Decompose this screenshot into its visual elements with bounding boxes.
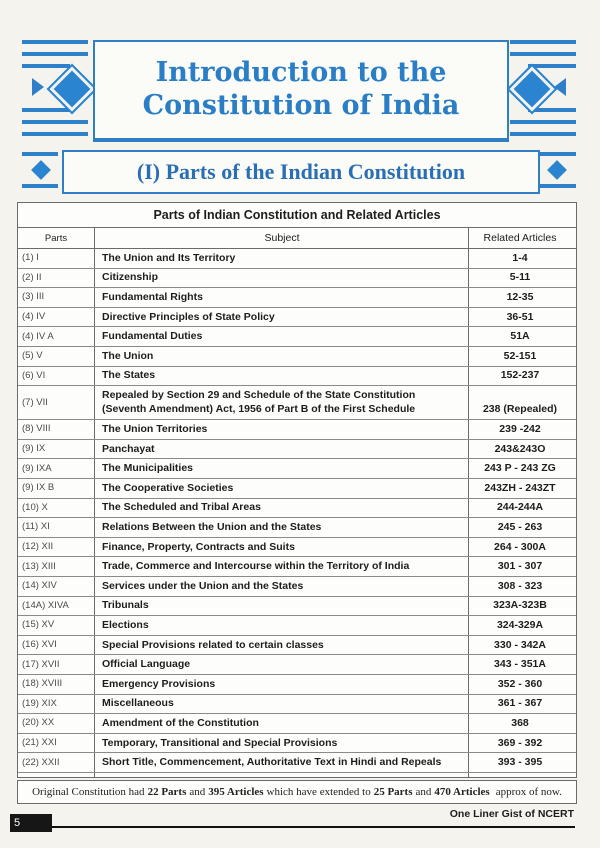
cell-part: (9) IXA bbox=[22, 462, 52, 474]
cell-part: (17) XVII bbox=[22, 658, 60, 670]
cell-subject: Fundamental Rights bbox=[102, 290, 203, 303]
cell-subject: The States bbox=[102, 369, 156, 382]
cell-part: (12) XII bbox=[22, 541, 54, 553]
cell-part: (9) IX B bbox=[22, 482, 55, 494]
table-row bbox=[18, 576, 576, 597]
cell-part: (1) I bbox=[22, 252, 39, 264]
table-row bbox=[18, 713, 576, 734]
cell-subject: The Union bbox=[102, 349, 154, 362]
cell-articles: 308 - 323 bbox=[497, 579, 543, 592]
cell-subject: Amendment of the Constitution bbox=[102, 716, 259, 729]
header-articles: Related Articles bbox=[483, 232, 557, 244]
cell-articles: 1-4 bbox=[512, 251, 528, 264]
table-row bbox=[18, 537, 576, 558]
cell-part: (4) IV bbox=[22, 311, 46, 323]
cell-subject: Services under the Union and the States bbox=[102, 579, 304, 592]
cell-part: (4) IV A bbox=[22, 330, 54, 342]
title-banner bbox=[93, 40, 509, 142]
note-articles-original: 395 Articles bbox=[208, 786, 264, 798]
cell-articles: 239 -242 bbox=[499, 422, 541, 435]
cell-part: (2) II bbox=[22, 271, 42, 283]
table-row bbox=[18, 385, 576, 420]
cell-subject: The Cooperative Societies bbox=[102, 481, 234, 494]
table-row bbox=[18, 439, 576, 460]
cell-articles: 393 - 395 bbox=[497, 756, 543, 769]
cell-part: (14) XIV bbox=[22, 580, 57, 592]
section-left-stripes-decoration bbox=[22, 150, 58, 190]
cell-articles: 244-244A bbox=[496, 501, 544, 514]
page-number: 5 bbox=[10, 814, 52, 832]
cell-articles: 368 bbox=[511, 716, 529, 729]
cell-articles: 301 - 307 bbox=[497, 560, 543, 573]
cell-articles: 343 - 351A bbox=[494, 658, 546, 671]
note-suffix: approx of now. bbox=[495, 786, 562, 798]
note-and-1: and bbox=[189, 786, 206, 798]
cell-subject: Fundamental Duties bbox=[102, 330, 203, 343]
table-header-row bbox=[18, 227, 576, 249]
table-row bbox=[18, 366, 576, 387]
cell-subject: Elections bbox=[102, 618, 149, 631]
cell-part: (14A) XIVA bbox=[22, 599, 69, 611]
note-articles-now: 470 Articles bbox=[434, 786, 490, 798]
cell-subject: Miscellaneous bbox=[102, 697, 174, 710]
cell-subject: Repealed by Section 29 and Schedule of the State Constitution (Seventh Amendment) Act, 1956 of Part B of the First Schedule bbox=[102, 389, 416, 416]
cell-part: (15) XV bbox=[22, 619, 55, 631]
table-row bbox=[18, 307, 576, 328]
table-row bbox=[18, 346, 576, 367]
table-row bbox=[18, 478, 576, 499]
cell-articles: 238 (Repealed) bbox=[482, 403, 558, 416]
table-row bbox=[18, 326, 576, 347]
right-stripes-decoration bbox=[510, 40, 576, 136]
cell-subject: Special Provisions related to certain classes bbox=[102, 638, 324, 651]
table-row bbox=[18, 654, 576, 675]
cell-subject: Directive Principles of State Policy bbox=[102, 310, 275, 323]
table-row bbox=[18, 287, 576, 308]
cell-part: (20) XX bbox=[22, 717, 55, 729]
section-banner bbox=[62, 150, 540, 194]
summary-note bbox=[17, 780, 577, 804]
cell-articles: 361 - 367 bbox=[497, 697, 543, 710]
note-prefix: Original Constitution had bbox=[32, 786, 145, 798]
table-row bbox=[18, 596, 576, 617]
cell-subject: Short Title, Commencement, Authoritative Text in Hindi and Repeals bbox=[102, 756, 442, 769]
cell-part: (21) XXI bbox=[22, 737, 57, 749]
table-row bbox=[18, 674, 576, 695]
cell-articles: 36-51 bbox=[506, 310, 534, 323]
book-title: One Liner Gist of NCERT bbox=[449, 808, 574, 820]
table-row bbox=[18, 635, 576, 656]
title-line-2: Constitution of India bbox=[142, 90, 460, 121]
table-row bbox=[18, 419, 576, 440]
cell-articles: 369 - 392 bbox=[497, 736, 543, 749]
cell-articles: 323A-323B bbox=[493, 599, 547, 612]
note-middle: which have extended to bbox=[266, 786, 371, 798]
section-right-stripes-decoration bbox=[540, 150, 576, 190]
cell-articles: 51A bbox=[510, 330, 530, 343]
cell-subject: The Union Territories bbox=[102, 422, 208, 435]
cell-articles: 12-35 bbox=[506, 290, 534, 303]
cell-articles: 243&243O bbox=[494, 442, 546, 455]
table-row bbox=[18, 694, 576, 715]
cell-subject: The Union and Its Territory bbox=[102, 251, 236, 264]
cell-articles: 243 P - 243 ZG bbox=[484, 462, 556, 475]
note-and-2: and bbox=[415, 786, 432, 798]
cell-subject: The Scheduled and Tribal Areas bbox=[102, 501, 261, 514]
cell-part: (16) XVI bbox=[22, 639, 57, 651]
cell-subject: The Municipalities bbox=[102, 462, 194, 475]
table-row bbox=[18, 498, 576, 519]
section-title: (I) Parts of the Indian Constitution bbox=[136, 159, 466, 184]
note-parts-original: 22 Parts bbox=[147, 786, 187, 798]
table-row bbox=[18, 752, 576, 773]
title-line-1: Introduction to the bbox=[155, 57, 447, 88]
cell-articles: 5-11 bbox=[509, 271, 531, 284]
table-row bbox=[18, 268, 576, 289]
cell-articles: 152-237 bbox=[500, 369, 540, 382]
cell-part: (18) XVIII bbox=[22, 678, 63, 690]
cell-part: (3) III bbox=[22, 291, 45, 303]
cell-part: (6) VI bbox=[22, 369, 46, 381]
header-parts: Parts bbox=[44, 232, 68, 244]
table-row bbox=[18, 517, 576, 538]
cell-articles: 52-151 bbox=[503, 349, 537, 362]
table-row bbox=[18, 615, 576, 636]
cell-part: (11) XI bbox=[22, 521, 50, 533]
table-row bbox=[18, 733, 576, 754]
cell-part: (9) IX bbox=[22, 443, 46, 455]
cell-subject: Citizenship bbox=[102, 271, 159, 284]
cell-articles: 264 - 300A bbox=[494, 540, 546, 553]
cell-part: (5) V bbox=[22, 350, 43, 362]
cell-articles: 352 - 360 bbox=[497, 677, 543, 690]
table-row bbox=[18, 458, 576, 479]
page-title bbox=[95, 56, 507, 122]
cell-subject: Finance, Property, Contracts and Suits bbox=[102, 540, 295, 553]
table-caption: Parts of Indian Constitution and Related Articles bbox=[153, 208, 441, 222]
left-stripes-decoration bbox=[22, 40, 88, 136]
cell-articles: 324-329A bbox=[496, 618, 544, 631]
cell-subject: Tribunals bbox=[102, 599, 149, 612]
articles-table bbox=[17, 202, 577, 778]
cell-part: (13) XIII bbox=[22, 560, 56, 572]
cell-part: (22) XXII bbox=[22, 756, 60, 768]
note-parts-now: 25 Parts bbox=[373, 786, 413, 798]
cell-subject: Official Language bbox=[102, 658, 191, 671]
cell-part: (10) X bbox=[22, 501, 48, 513]
cell-subject: Temporary, Transitional and Special Provisions bbox=[102, 736, 338, 749]
header-subject: Subject bbox=[264, 232, 300, 244]
cell-articles: 330 - 342A bbox=[494, 638, 546, 651]
table-row bbox=[18, 556, 576, 577]
cell-articles: 245 - 263 bbox=[497, 520, 543, 533]
cell-part: (19) XIX bbox=[22, 697, 57, 709]
table-row bbox=[18, 248, 576, 269]
cell-subject: Trade, Commerce and Intercourse within the Territory of India bbox=[102, 560, 410, 573]
cell-subject: Panchayat bbox=[102, 442, 155, 455]
cell-subject: Relations Between the Union and the States bbox=[102, 520, 322, 533]
cell-subject: Emergency Provisions bbox=[102, 677, 216, 690]
cell-part: (7) VII bbox=[22, 396, 48, 408]
cell-articles: 243ZH - 243ZT bbox=[484, 481, 556, 494]
cell-part: (8) VIII bbox=[22, 423, 51, 435]
